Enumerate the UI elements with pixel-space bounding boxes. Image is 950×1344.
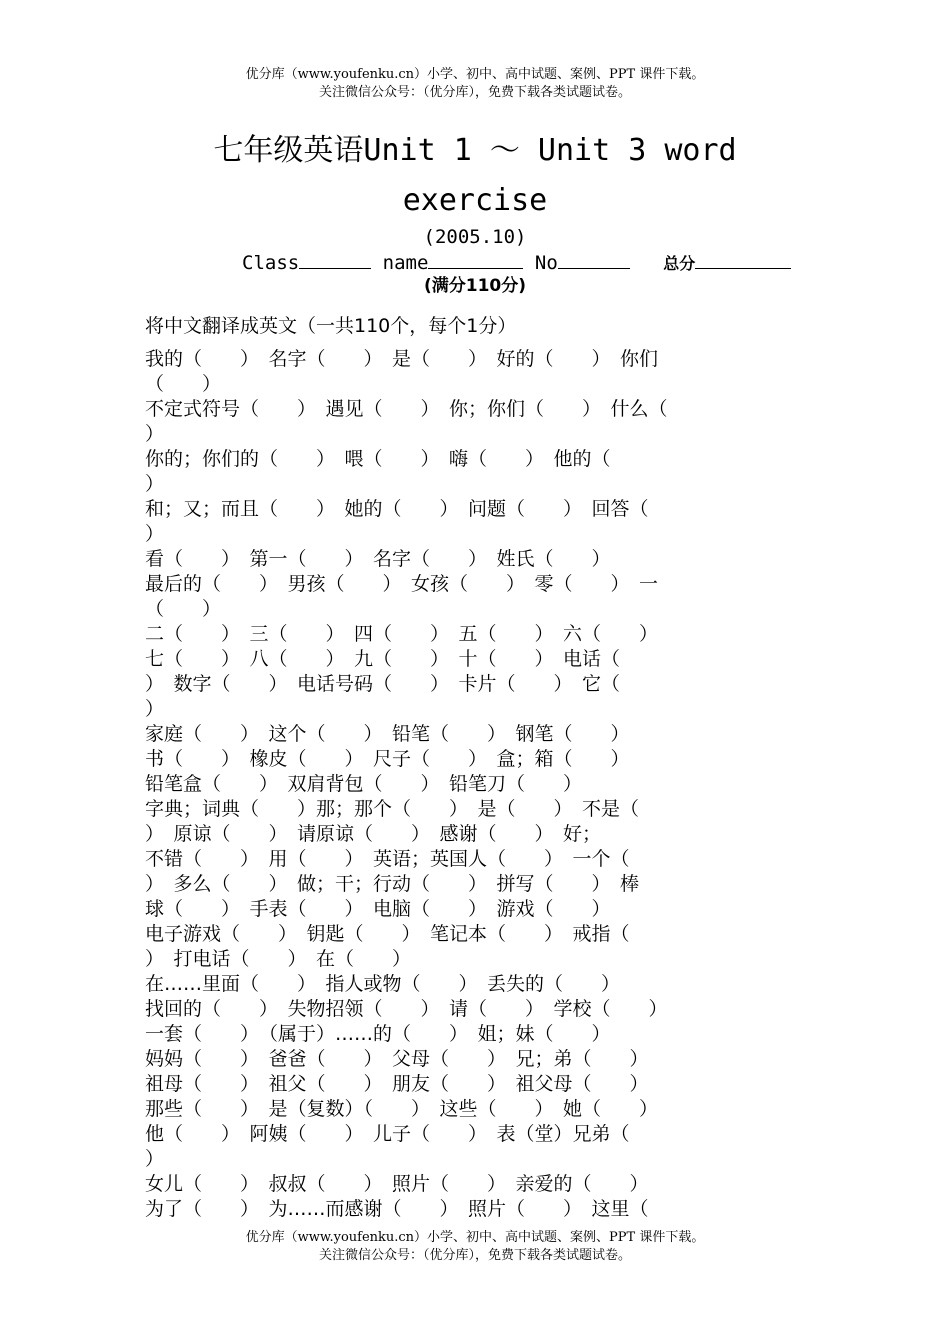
no-blank[interactable] [558, 250, 630, 269]
exercise-line: （ ） [145, 373, 222, 395]
page-header [0, 66, 950, 102]
full-score: (满分110分) [423, 276, 527, 296]
exercise-line: 不错（ ） 用（ ） 英语；英国人（ ） 一个（ [145, 848, 630, 870]
exercise-line: ） 打电话（ ） 在（ ） [145, 948, 412, 970]
exercise-line: 球（ ） 手表（ ） 电脑（ ） 游戏（ ） [145, 898, 611, 920]
instruction: 将中文翻译成英文（一共110个，每个1分） [145, 315, 517, 337]
exercise-line: 七（ ） 八（ ） 九（ ） 十（ ） 电话（ [145, 648, 621, 670]
name-blank[interactable] [428, 250, 523, 269]
exercise-line: 和；又；而且（ ） 她的（ ） 问题（ ） 回答（ [145, 498, 649, 520]
exercise-line: 为了（ ） 为……而感谢（ ） 照片（ ） 这里（ [145, 1198, 649, 1220]
exercise-line: 找回的（ ） 失物招领（ ） 请（ ） 学校（ ） [145, 998, 668, 1020]
exercise-line: 二（ ） 三（ ） 四（ ） 五（ ） 六（ ） [145, 623, 659, 645]
exercise-line: 那些（ ） 是（复数）（ ） 这些（ ） 她（ ） [145, 1098, 659, 1120]
exercise-line: 看（ ） 第一（ ） 名字（ ） 姓氏（ ） [145, 548, 611, 570]
class-label: Class [242, 252, 300, 274]
exercise-line: 字典；词典（ ）那；那个（ ） 是（ ） 不是（ [145, 798, 640, 820]
footer-line-1: 优分库（www.youfenku.cn）小学、初中、高中试题、案例、PPT 课件下载。 [245, 1230, 705, 1245]
exam-date: (2005.10) [423, 226, 527, 248]
total-score-label: 总分 [663, 254, 696, 273]
exercise-line: 女儿（ ） 叔叔（ ） 照片（ ） 亲爱的（ ） [145, 1173, 649, 1195]
total-score-blank[interactable] [695, 250, 791, 269]
exercise-line: ） [145, 1148, 165, 1170]
exercise-line: ） [145, 698, 165, 720]
exercise-line: 最后的（ ） 男孩（ ） 女孩（ ） 零（ ） 一 [145, 573, 659, 595]
header-line-2: 关注微信公众号：（优分库），免费下载各类试题试卷。 [318, 85, 631, 100]
exercise-line: ） 数字（ ） 电话号码（ ） 卡片（ ） 它（ [145, 673, 621, 695]
class-blank[interactable] [299, 250, 371, 269]
exercise-line: 书（ ） 橡皮（ ） 尺子（ ） 盒；箱（ ） [145, 748, 630, 770]
title-line-1: 七年级英语Unit 1 ～ Unit 3 word [213, 133, 737, 168]
exercise-line: 在……里面（ ） 指人或物（ ） 丢失的（ ） [145, 973, 621, 995]
exercise-line: 祖母（ ） 祖父（ ） 朋友（ ） 祖父母（ ） [145, 1073, 649, 1095]
exercise-line: ） [145, 523, 165, 545]
exercise-line: （ ） [145, 598, 222, 620]
header-line-1: 优分库（www.youfenku.cn）小学、初中、高中试题、案例、PPT 课件下载。 [245, 67, 705, 82]
exercise-line: 铅笔盒（ ） 双肩背包（ ） 铅笔刀（ ） [145, 773, 583, 795]
title-line-2: exercise [402, 183, 548, 218]
exercise-line: 电子游戏（ ） 钥匙（ ） 笔记本（ ） 戒指（ [145, 923, 630, 945]
exercise-line: ） 多么（ ） 做；干；行动（ ） 拼写（ ） 棒 [145, 873, 640, 895]
exercise-line: 一套（ ） （属于）……的（ ） 姐；妹（ ） [145, 1023, 611, 1045]
exercise-lines [145, 347, 805, 1222]
page-footer [0, 1229, 950, 1265]
exercise-line: 家庭（ ） 这个（ ） 铅笔（ ） 钢笔（ ） [145, 723, 630, 745]
name-label: name [382, 252, 429, 274]
exercise-line: 不定式符号（ ） 遇见（ ） 你；你们（ ） 什么（ [145, 398, 668, 420]
exercise-line: ） [145, 423, 165, 445]
footer-line-2: 关注微信公众号：（优分库），免费下载各类试题试卷。 [318, 1248, 631, 1263]
exercise-line: ） 原谅（ ） 请原谅（ ） 感谢（ ） 好； [145, 823, 602, 845]
no-label: No [534, 252, 558, 274]
exercise-line: 妈妈（ ） 爸爸（ ） 父母（ ） 兄；弟（ ） [145, 1048, 649, 1070]
exercise-line: 他（ ） 阿姨（ ） 儿子（ ） 表（堂）兄弟（ [145, 1123, 630, 1145]
exercise-line: 你的；你们的（ ） 喂（ ） 嗨（ ） 他的（ [145, 448, 611, 470]
student-info-row [242, 250, 791, 276]
exercise-line: ） [145, 473, 165, 495]
exercise-line: 我的（ ） 名字（ ） 是（ ） 好的（ ） 你们 [145, 348, 659, 370]
